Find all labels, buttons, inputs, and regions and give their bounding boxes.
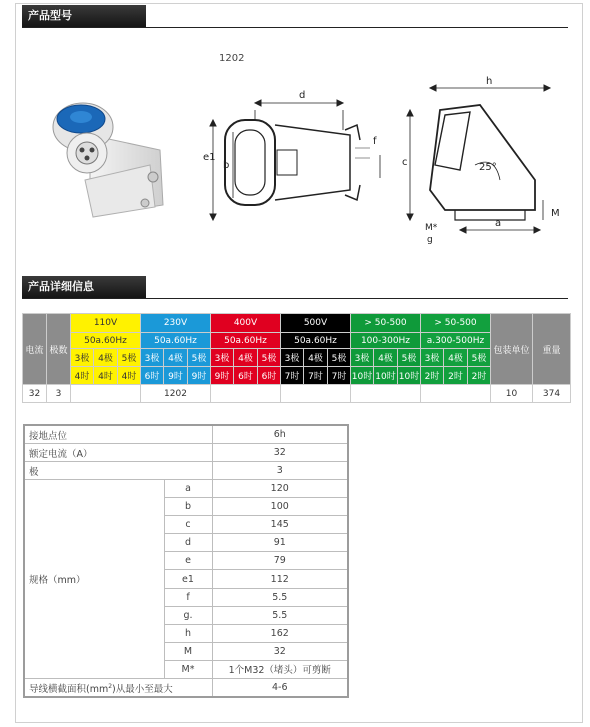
hour-cell: 2时 bbox=[468, 367, 491, 385]
pole-cell: 5极 bbox=[118, 349, 141, 367]
table-row bbox=[24, 444, 348, 462]
dim-value: 112 bbox=[212, 570, 348, 588]
wire-label-pre: 导线横截面积(mm bbox=[29, 683, 109, 695]
hour-cell: 9时 bbox=[188, 367, 211, 385]
dim-label-mstar: M* bbox=[425, 223, 438, 233]
table-row bbox=[24, 462, 348, 480]
poles-label: 极 bbox=[24, 462, 212, 480]
wire-label-sup: 2 bbox=[108, 682, 113, 690]
dim-value: 5.5 bbox=[212, 606, 348, 624]
pole-cell: 3极 bbox=[351, 349, 374, 367]
hour-cell: 7时 bbox=[281, 367, 304, 385]
technical-drawing bbox=[195, 70, 570, 250]
hour-cell: 9时 bbox=[164, 367, 188, 385]
pole-cell: 5极 bbox=[258, 349, 281, 367]
dim-key: e1 bbox=[164, 570, 212, 588]
dim-value: 32 bbox=[212, 642, 348, 660]
row-110-empty bbox=[71, 385, 141, 403]
section-divider bbox=[22, 298, 568, 299]
rated-current-label: 额定电流（A） bbox=[24, 444, 212, 462]
pole-cell: 4极 bbox=[304, 349, 328, 367]
dim-value: 1个M32（堵头）可剪断 bbox=[212, 660, 348, 678]
header-package: 包装单位 bbox=[491, 314, 533, 385]
hour-cell: 7时 bbox=[304, 367, 328, 385]
row-green-a-empty bbox=[351, 385, 421, 403]
hour-cell: 9时 bbox=[211, 367, 234, 385]
wire-value: 4-6 bbox=[212, 679, 348, 698]
pole-cell: 3极 bbox=[281, 349, 304, 367]
dim-key: c bbox=[164, 516, 212, 534]
wire-label-post: )从最小至最大 bbox=[112, 683, 173, 695]
hour-cell: 7时 bbox=[328, 367, 351, 385]
dim-key: M* bbox=[164, 660, 212, 678]
dim-label-angle: 25° bbox=[479, 162, 497, 173]
pole-cell: 3极 bbox=[71, 349, 94, 367]
hour-cell: 4时 bbox=[71, 367, 94, 385]
dim-value: 120 bbox=[212, 480, 348, 498]
dim-label-f: f bbox=[373, 136, 377, 147]
hour-cell: 2时 bbox=[444, 367, 468, 385]
dim-value: 79 bbox=[212, 552, 348, 570]
hour-cell: 4时 bbox=[118, 367, 141, 385]
hour-cell: 6时 bbox=[141, 367, 164, 385]
product-image bbox=[45, 95, 170, 220]
dim-value: 162 bbox=[212, 624, 348, 642]
dim-key: f bbox=[164, 588, 212, 606]
dim-key: d bbox=[164, 534, 212, 552]
hour-cell: 2时 bbox=[421, 367, 444, 385]
hour-cell: 4时 bbox=[94, 367, 118, 385]
freq-500: 50a.60Hz bbox=[281, 333, 351, 349]
dim-key: h bbox=[164, 624, 212, 642]
row-code: 1202 bbox=[141, 385, 211, 403]
hour-cell: 10时 bbox=[351, 367, 374, 385]
freq-230: 50a.60Hz bbox=[141, 333, 211, 349]
dim-label-m: M bbox=[551, 208, 560, 219]
poles-value: 3 bbox=[212, 462, 348, 480]
pole-cell: 4极 bbox=[164, 349, 188, 367]
ground-value: 6h bbox=[212, 425, 348, 444]
pole-cell: 3极 bbox=[421, 349, 444, 367]
voltage-500: 500V bbox=[281, 314, 351, 333]
row-500-empty bbox=[281, 385, 351, 403]
dim-label-e1: e1 bbox=[203, 152, 216, 163]
dims-label: 规格（mm） bbox=[24, 480, 164, 679]
dim-label-d: d bbox=[299, 90, 306, 101]
pole-cell: 4极 bbox=[94, 349, 118, 367]
detail-table bbox=[23, 424, 349, 698]
pole-cell: 4极 bbox=[234, 349, 258, 367]
dim-key: M bbox=[164, 642, 212, 660]
dim-label-c: c bbox=[402, 157, 408, 168]
pole-cell: 5极 bbox=[188, 349, 211, 367]
voltage-230: 230V bbox=[141, 314, 211, 333]
section-header-detail: 产品详细信息 bbox=[22, 276, 146, 298]
model-code: 1202 bbox=[219, 53, 245, 64]
dim-label-h: h bbox=[486, 76, 493, 87]
freq-110: 50a.60Hz bbox=[71, 333, 141, 349]
table-row bbox=[24, 425, 348, 444]
row-package: 10 bbox=[491, 385, 533, 403]
dim-label-g: g bbox=[427, 235, 433, 245]
section-header-model: 产品型号 bbox=[22, 5, 146, 27]
pole-cell: 3极 bbox=[211, 349, 234, 367]
section-divider bbox=[22, 27, 568, 28]
dim-key: e bbox=[164, 552, 212, 570]
dim-label-a: a bbox=[495, 218, 502, 229]
row-400-empty bbox=[211, 385, 281, 403]
table-row bbox=[23, 385, 571, 403]
dim-key: b bbox=[164, 498, 212, 516]
row-green-b-empty bbox=[421, 385, 491, 403]
hour-cell: 10时 bbox=[398, 367, 421, 385]
pole-cell: 5极 bbox=[328, 349, 351, 367]
dim-key: g. bbox=[164, 606, 212, 624]
dim-value: 91 bbox=[212, 534, 348, 552]
pole-cell: 4极 bbox=[444, 349, 468, 367]
row-poles: 3 bbox=[47, 385, 71, 403]
dim-value: 5.5 bbox=[212, 588, 348, 606]
hour-cell: 6时 bbox=[234, 367, 258, 385]
table-row bbox=[24, 679, 348, 698]
hour-cell: 10时 bbox=[374, 367, 398, 385]
spec-table bbox=[22, 313, 571, 403]
dim-value: 145 bbox=[212, 516, 348, 534]
pole-cell: 3极 bbox=[141, 349, 164, 367]
freq-50-500-b: a.300-500Hz bbox=[421, 333, 491, 349]
dim-value: 100 bbox=[212, 498, 348, 516]
table-row bbox=[24, 480, 348, 498]
row-current: 32 bbox=[23, 385, 47, 403]
voltage-50-500-a: > 50-500 bbox=[351, 314, 421, 333]
row-weight: 374 bbox=[533, 385, 571, 403]
wire-label bbox=[24, 679, 212, 698]
freq-400: 50a.60Hz bbox=[211, 333, 281, 349]
hour-cell: 6时 bbox=[258, 367, 281, 385]
voltage-50-500-b: > 50-500 bbox=[421, 314, 491, 333]
voltage-110: 110V bbox=[71, 314, 141, 333]
pole-cell: 5极 bbox=[468, 349, 491, 367]
header-weight: 重量 bbox=[533, 314, 571, 385]
pole-cell: 5极 bbox=[398, 349, 421, 367]
dim-key: a bbox=[164, 480, 212, 498]
header-current: 电流 bbox=[23, 314, 47, 385]
dim-label-b: b bbox=[223, 160, 230, 171]
ground-label: 接地点位 bbox=[24, 425, 212, 444]
rated-current-value: 32 bbox=[212, 444, 348, 462]
pole-cell: 4极 bbox=[374, 349, 398, 367]
freq-50-500-a: 100-300Hz bbox=[351, 333, 421, 349]
header-poles: 极数 bbox=[47, 314, 71, 385]
voltage-400: 400V bbox=[211, 314, 281, 333]
